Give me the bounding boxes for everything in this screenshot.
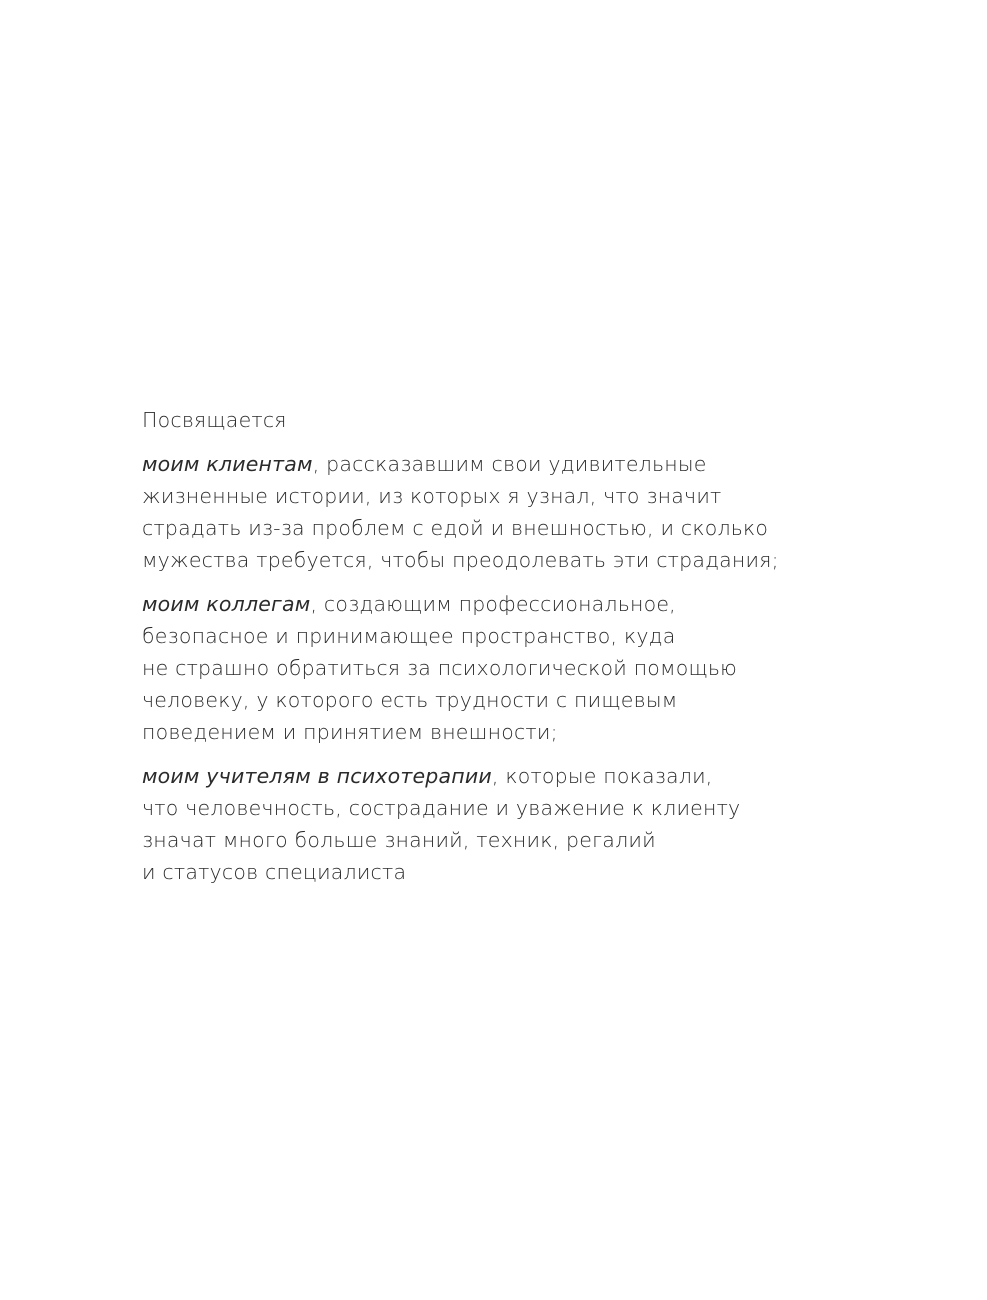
paragraph-line: значат много больше знаний, техник, регалий — [142, 828, 656, 852]
paragraph-line — [142, 760, 862, 792]
dedication-page — [142, 404, 862, 900]
paragraph-line: безопасное и принимающее пространство, куда — [142, 624, 676, 648]
paragraph-text: , которые показали, — [491, 764, 713, 788]
dedication-paragraph-teachers — [142, 760, 862, 888]
paragraph-line: человеку, у которого есть трудности с пищевым — [142, 688, 678, 712]
paragraph-line: мужества требуется, чтобы преодолевать эти страдания; — [142, 548, 779, 572]
paragraph-line: не страшно обратиться за психологической помощью — [142, 656, 738, 680]
paragraph-text: , создающим профессиональное, — [310, 592, 676, 616]
dedication-paragraph-colleagues — [142, 588, 862, 748]
dedication-heading: Посвящается — [142, 408, 287, 432]
paragraph-line: и статусов специалиста — [142, 860, 407, 884]
dedication-recipient: моим клиентам — [142, 452, 313, 476]
paragraph-line: жизненные истории, из которых я узнал, что значит — [142, 484, 722, 508]
paragraph-line: поведением и принятием внешности; — [142, 720, 558, 744]
paragraph-line: что человечность, сострадание и уважение к клиенту — [142, 796, 741, 820]
dedication-paragraph-clients — [142, 448, 862, 576]
dedication-recipient: моим коллегам — [142, 592, 311, 616]
paragraph-line — [142, 588, 862, 620]
paragraph-line: страдать из-за проблем с едой и внешностью, и сколько — [142, 516, 769, 540]
paragraph-text: , рассказавшим свои удивительные — [312, 452, 707, 476]
dedication-recipient: моим учителям в психотерапии — [142, 764, 492, 788]
paragraph-line — [142, 448, 862, 480]
